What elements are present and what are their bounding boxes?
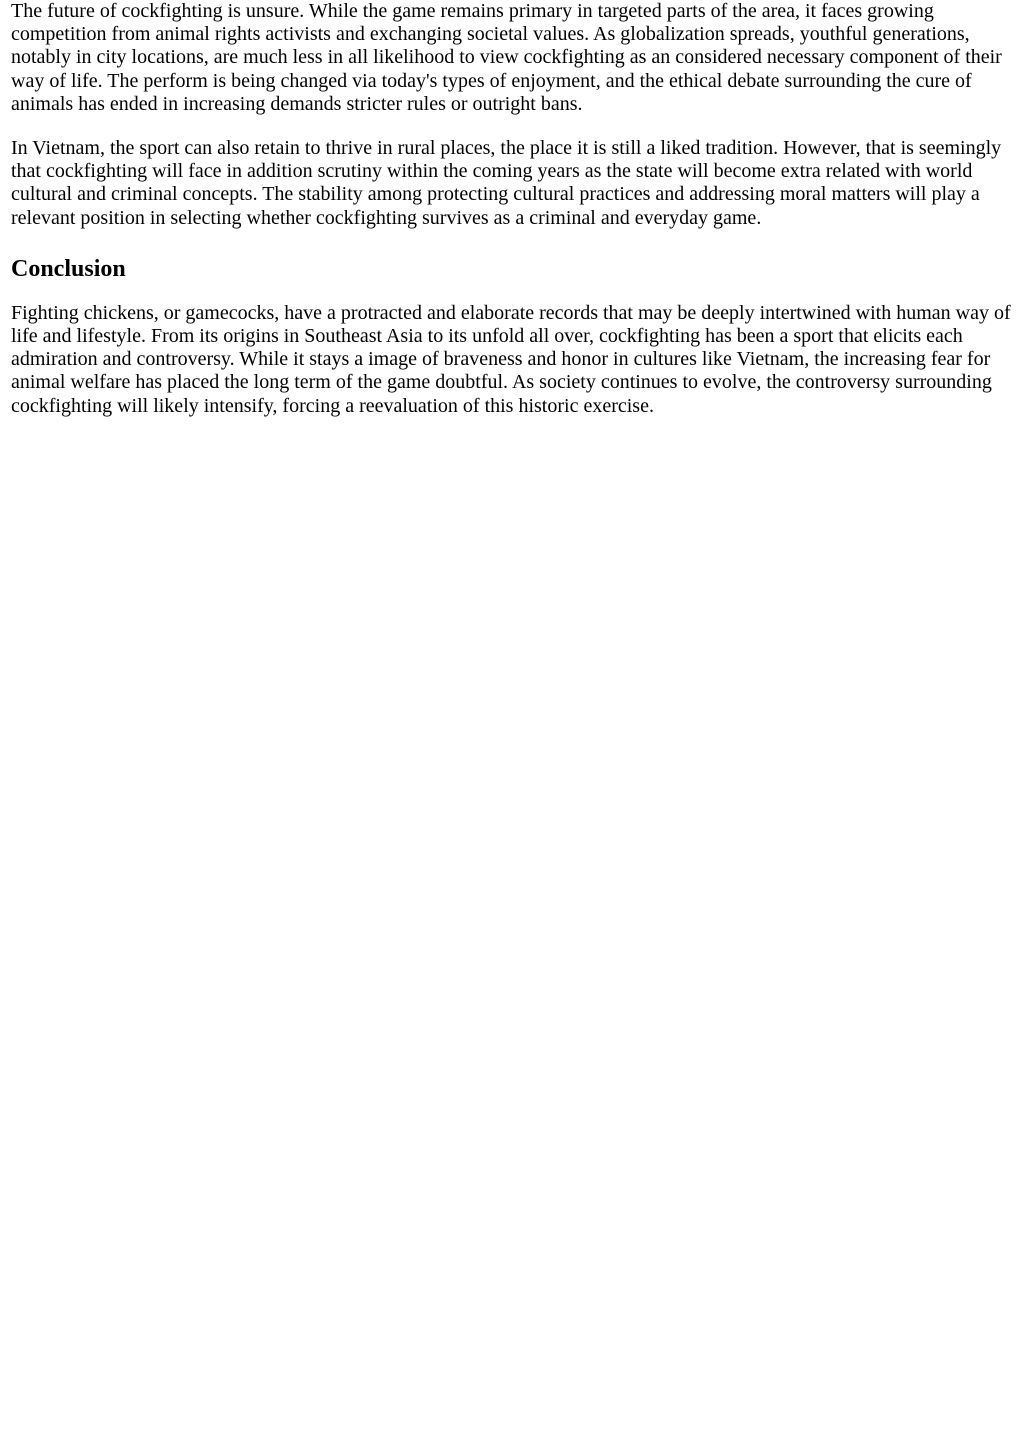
paragraph-conclusion: Fighting chickens, or gamecocks, have a protracted and elaborate records that may be deeply intertwined with human way of life and lifestyle. From its origins in Southeast Asia to its unfold all over, cockfighting has been a sport that elicits each admiration and controversy. While it stays a image of braveness and honor in cultures like Vietnam, the increasing fear for animal welfare has placed the long term of the game doubtful. As society continues to evolve, the controversy surrounding cockfighting will likely intensify, forcing a reevaluation of this historic exercise. [11,301,1011,417]
paragraph-future-of-cockfighting: The future of cockfighting is unsure. While the game remains primary in targeted parts of the area, it faces growing competition from animal rights activists and exchanging societal values. As globalization spreads, youthful generations, notably in city locations, are much less in all likelihood to view cockfighting as an considered necessary component of their way of life. The perform is being changed via today's types of enjoyment, and the ethical debate surrounding the cure of animals has ended in increasing demands stricter rules or outright bans. [11,0,1002,115]
conclusion-heading: Conclusion [11,255,126,282]
article-content [0,0,1024,418]
paragraph-vietnam: In Vietnam, the sport can also retain to thrive in rural places, the place it is still a liked tradition. However, that is seemingly that cockfighting will face in addition scrutiny within the coming years as the state will become extra related with world cultural and criminal concepts. The stability among protecting cultural practices and addressing moral matters will play a relevant position in selecting whether cockfighting survives as a criminal and everyday game. [11,137,1002,229]
